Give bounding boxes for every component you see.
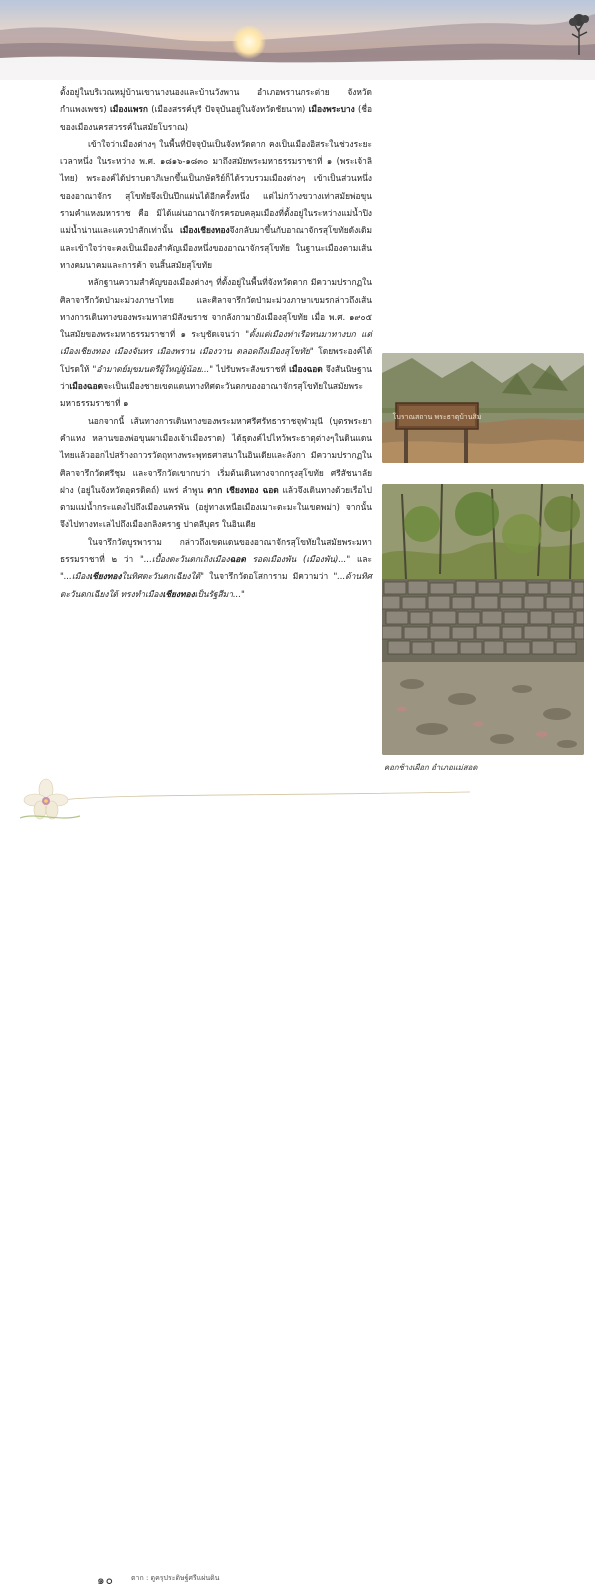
text-segment: เข้าใจว่าเมืองต่างๆ ในพื้นที่ปัจจุบันเป็นจังหวัดตาก คงเป็นเมืองอิสระในช่วงระยะเวลาหนึ่ง ในระหว่าง พ.ศ. ๑๘๑๖-๑๘๓๐ มาถึงสมัยพระมหาธรรมราชาที่ ๑ (พระเจ้าลิไทย) พระองค์ได้ปราบดาภิเษกขึ้นเป็นกษัตริย์ก็ได้รวบรวมเมืองต่างๆ เข้าเป็นส่วนหนึ่งของอาณาจักร สุโขทัยจึงเป็นปึกแผ่นได้อีกครั้งหนึ่ง แต่ไม่กว้างขวางเท่าสมัยพ่อขุนรามคำแหงมหาราช คือ มิได้แผ่นอาณาจักรครอบคลุมเมืองที่ตั้งอยู่ในระหว่างแม่น้ำปิง แม่น้ำน่านและแควป่าสักเท่านั้น (60, 138, 372, 236)
emphasis-place-name: เชียงทอง (162, 588, 195, 599)
book-title: ตาก : ดูครุประดิษฐ์ศรีแผ่นดิน (131, 1574, 220, 1582)
emphasis-place-name: ตาก เชียงทอง ฉอด (207, 484, 279, 495)
emphasis-place-name: ฉอด (229, 554, 246, 565)
text-segment: ตั้งอยู่ในบริเวณหมู่บ้านเขานางนองและบ้านวังพาน อำเภอพรานกระต่าย จังหวัดกำแพงเพชร) (60, 87, 372, 115)
page-number: ๑๐ (97, 1573, 114, 1587)
tree-silhouette-icon (569, 10, 589, 55)
text-segment: ไปรับพระสังฆราชที่ (213, 363, 290, 374)
paragraph (60, 413, 372, 534)
mountain-landscape (0, 0, 595, 80)
text-segment: โดยพระองค์ได้โปรดให้ (60, 346, 373, 374)
inscription-quote: "ตั้งแต่เมืองท่าเรือทนมาทางบก แต่เมืองเชียงทอง เมืองจันทร เมืองพราน เมืองวาน ตลอดถึงเมืองสุโขทัย" (60, 329, 372, 357)
inscription-quote: รอดเมืองพัน (เมืองพัน)..." (245, 554, 351, 565)
emphasis-place-name: เมืองฉอด (69, 381, 104, 392)
emphasis-place-name: เมืองเชียงทอง (179, 225, 230, 236)
inscription-quote: "อำมาตย์มุขมนตรีผู้ใหญ่ผู้น้อย..." (92, 363, 214, 374)
text-segment: จึงกลับมาขึ้นกับอาณาจักรสุโขทัยดังเดิม และเข้าใจว่าจะคงเป็นเมืองสำคัญเมืองหนึ่งของอาณาจักรสุโขทัย ในฐานะเมืองตามเส้นทางคมนาคมและการค้า จนสิ้นสมัยสุโขทัย (60, 225, 372, 270)
paragraph (60, 274, 372, 412)
text-segment: (เมืองสรรค์บุรี ปัจจุบันอยู่ในจังหวัดชัยนาท) (147, 104, 309, 115)
text-segment: นอกจากนี้ เส้นทางการเดินทางของพระมหาศรีศรัทธาราชจุฬามุนี (บุตรพระยาคำแหง หลานของพ่อขุนผาเมืองเจ้าเมืองราด) ได้ธุดงค์ไปไหว้พระธาตุต่างๆในดินแดนไทยแล้วออกไปสร้างถาวรวัตถุทางพระพุทธศาสนาในอินเดียและลังกา มีความปรากฏในศิลาจารึกวัดศรีชุม และจารึกวัดเขากบว่า เริ่มต้นเดินทางจากกรุงสุโขทัย ศรีสัชนาลัย ฝาง (อยู่ในจังหวัดอุตรดิตถ์) แพร่ ลำพูน (60, 415, 372, 495)
inscription-quote: "...เมือง (60, 571, 90, 582)
text-segment: จึงสันนิษฐานว่า (60, 363, 372, 392)
orchid-decoration-icon (0, 778, 595, 836)
inscription-quote: ในทิศตะวันตกเฉียงใต้" (121, 571, 205, 582)
text-segment: จะเป็นเมืองชายเขตแดนทางทิศตะวันตกของอาณาจักรสุโขทัยในสมัยพระมหาธรรมราชาที่ ๑ (60, 381, 363, 409)
text-segment: (ชื่อของเมืองนครสวรรค์ในสมัยโบราณ) (60, 104, 372, 132)
text-segment: ในจารึกวัดบูรพาราม กล่าวถึงเขตแดนของอาณาจักรสุโขทัยในสมัยพระมหาธรรมราชาที่ ๒ ว่า (60, 536, 372, 565)
photo-white-elephant-kraal (382, 484, 584, 755)
inscription-quote: เป็นรัฐสีมา..." (194, 588, 245, 599)
sun-glow (232, 25, 266, 59)
photo-ancient-site-sign (382, 353, 584, 463)
header-banner (0, 0, 595, 80)
emphasis-place-name: เมืองพระบาง (308, 104, 355, 115)
text-segment: และ (350, 554, 372, 565)
article-body (60, 84, 372, 603)
emphasis-place-name: เชียงทอง (89, 571, 122, 582)
paragraph (60, 534, 372, 603)
page-footer (0, 778, 595, 1587)
emphasis-place-name: เมืองแพรก (109, 104, 148, 115)
paragraph (60, 84, 372, 136)
paragraph (60, 136, 372, 274)
inscription-quote: "...เบื้องตะวันตกเถิงเมือง (140, 554, 230, 565)
sign-text: โบราณสถาน พระธาตุบ้านสิม (392, 413, 482, 421)
text-segment: หลักฐานความสำคัญของเมืองต่างๆ ที่ตั้งอยู่ในพื้นที่จังหวัดตาก มีความปรากฏในศิลาจารึกวัดป่ามะม่วงภาษาไทย และศิลาจารึกวัดป่ามะม่วงภาษาเขมรกล่าวถึงเส้นทางการเดินทางของพระมหาสามีสังฆราช จากลังกามายังเมืองสุโขทัย เมื่อ พ.ศ. ๑๙๐๕ ในสมัยของพระมหาธรรมราชาที่ ๑ ระบุชัดเจนว่า (60, 277, 372, 340)
inscription-quote: "...ด้านทิศตะวันตกเฉียงใต้ ทรงทำเมือง (60, 571, 372, 599)
text-segment: แล้วจึงเดินทางด้วยเรือไปตามแม่น้ำกระแตงไปถึงเมืองนครพัน (อยู่ทางเหนือเมืองเมาะตะมะในเขตพม่า) จากนั้นจึงไปทางทะเลไปถึงเมืองกลิงคราฐ ปาตลีบุตร ในอินเดีย (60, 484, 372, 530)
photo-caption: คอกช้างเผือก อำเภอแม่สอด (384, 763, 478, 772)
emphasis-place-name: เมืองฉอด (289, 363, 323, 374)
text-segment: ในจารึกวัดอโสการาม มีความว่า (204, 571, 334, 582)
